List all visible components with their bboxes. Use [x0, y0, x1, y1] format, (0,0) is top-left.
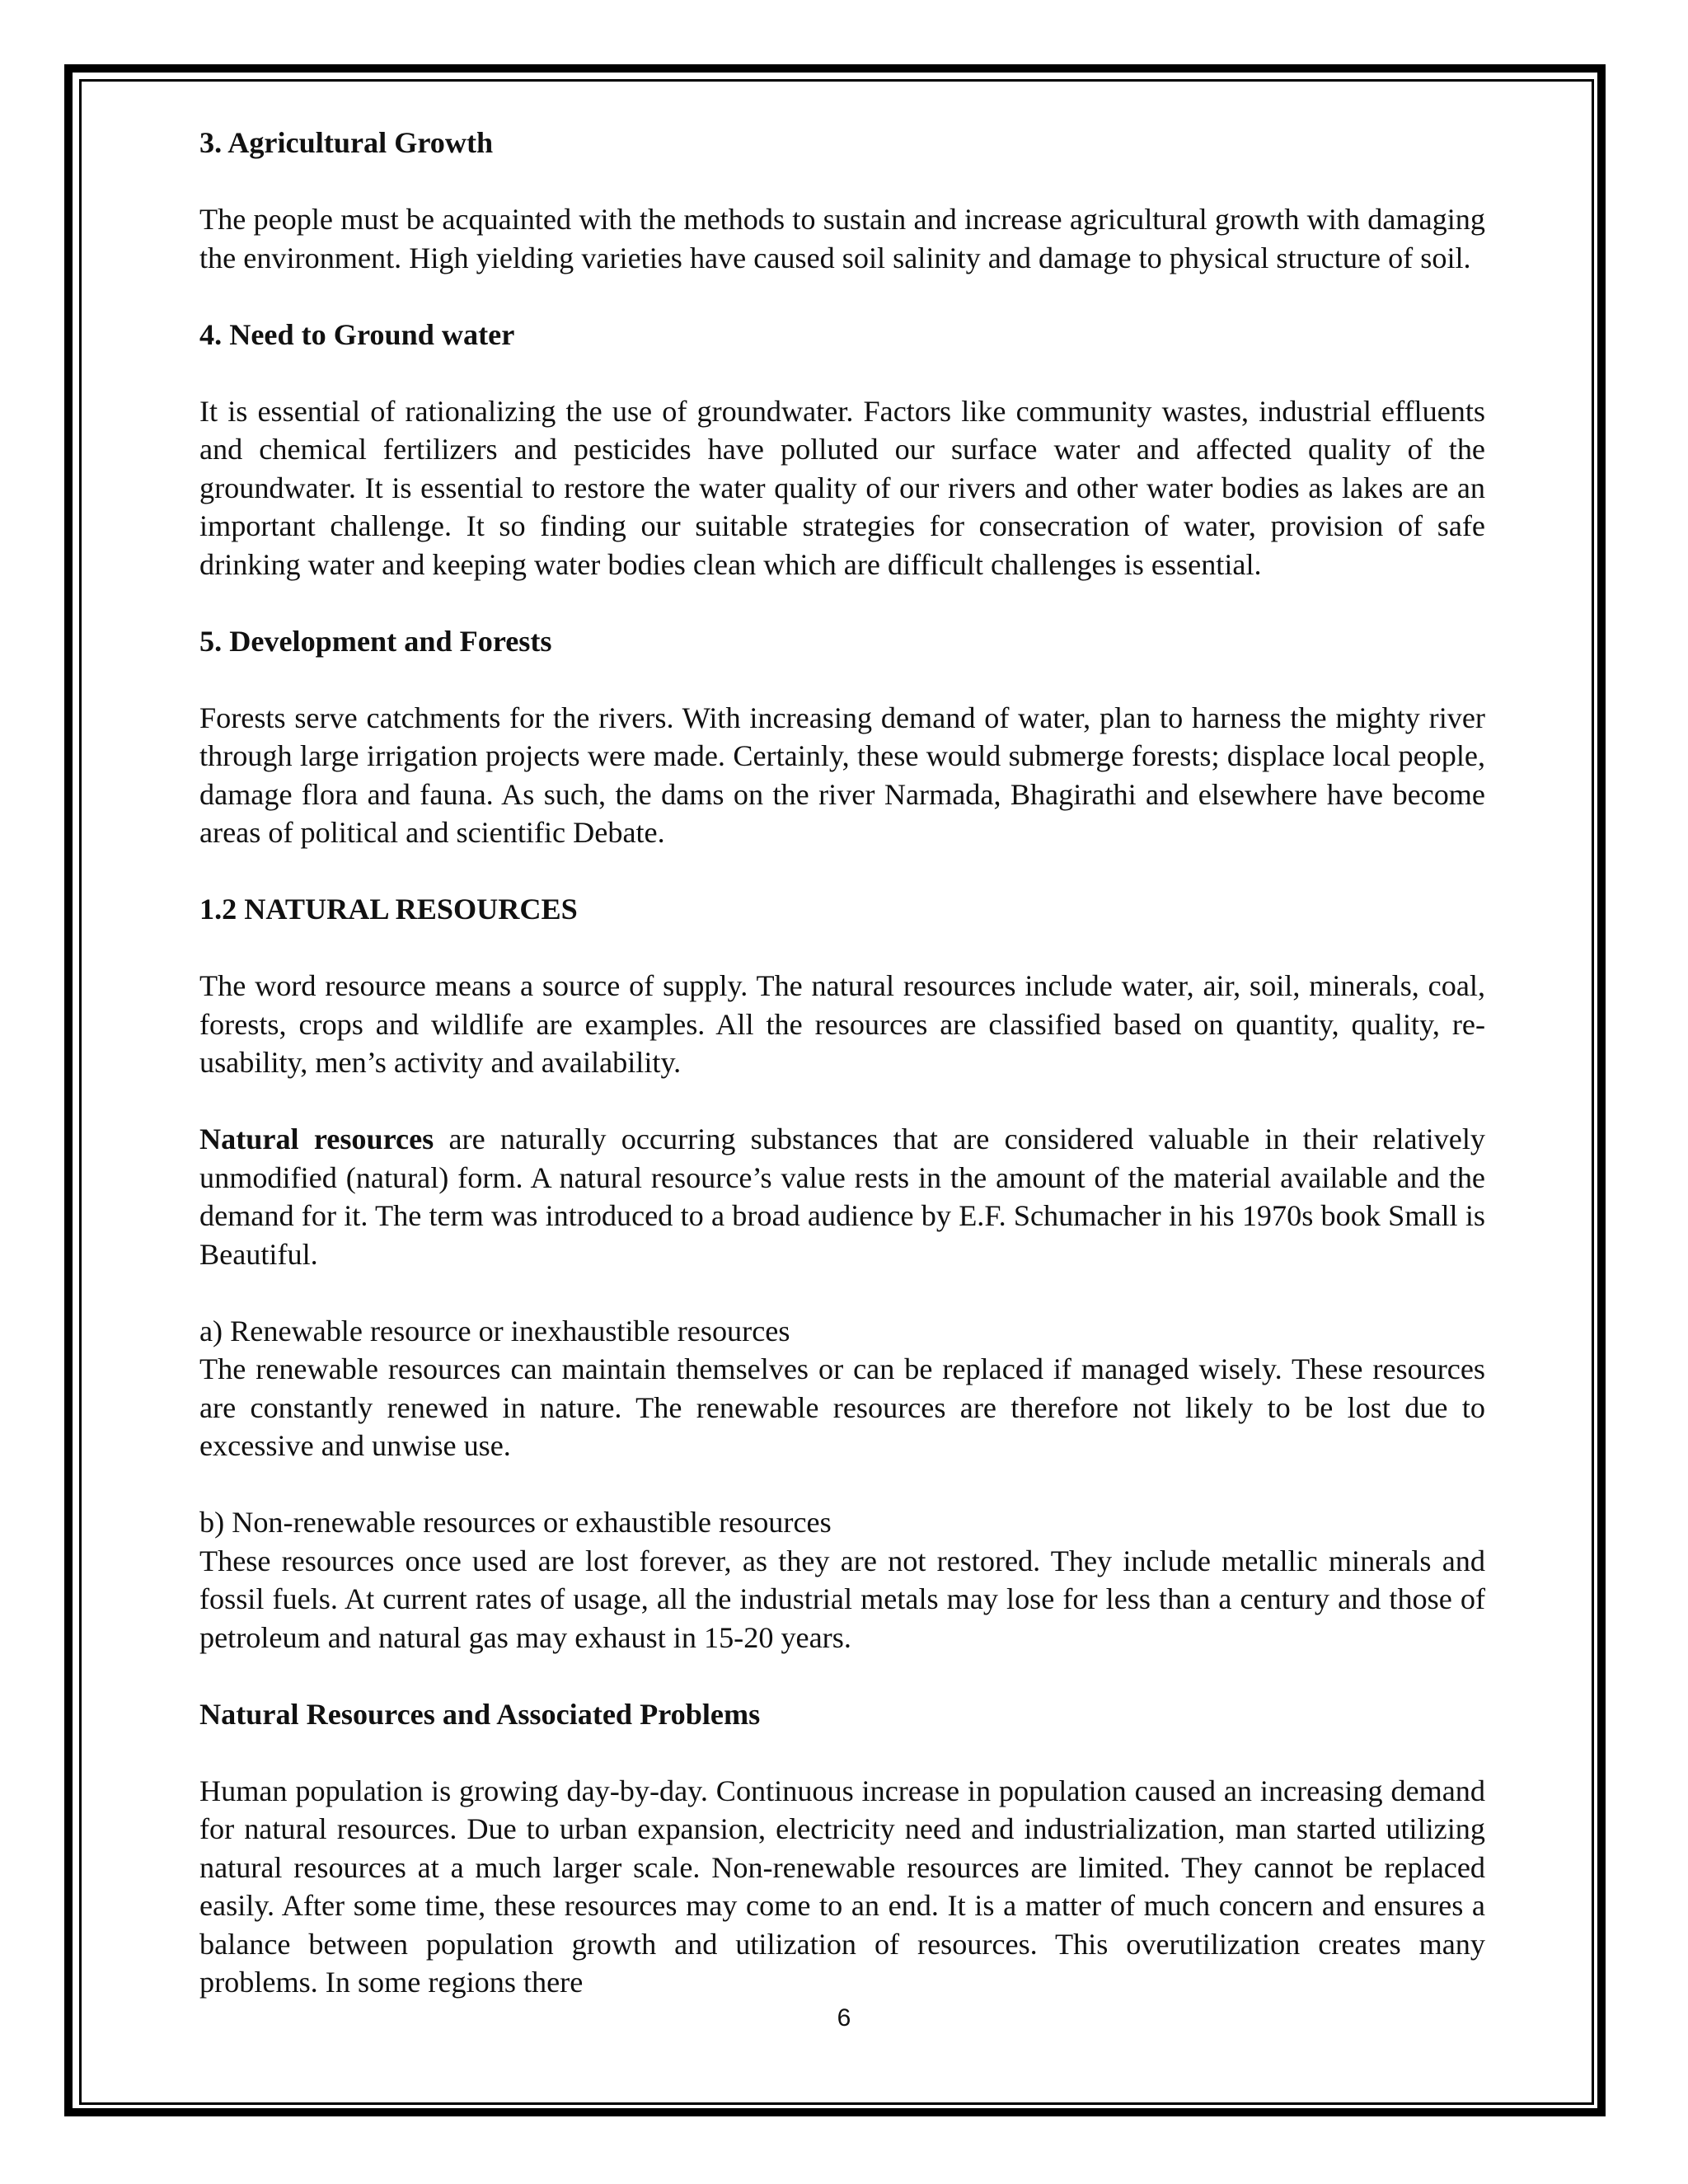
- section-nonrenewable: [199, 1503, 1485, 1657]
- section-body: The people must be acquainted with the methods to sustain and increase agricultural growth with damaging the environment. High yielding varieties have caused soil salinity and damage to physical structure of soil.: [199, 203, 1485, 274]
- problems-heading: Natural Resources and Associated Problems: [199, 1697, 761, 1731]
- section-heading: 5. Development and Forests: [199, 624, 552, 658]
- section-agricultural-growth: [199, 124, 1485, 277]
- section-renewable: [199, 1312, 1485, 1465]
- section-development-forests: [199, 622, 1485, 852]
- section-heading: 3. Agricultural Growth: [199, 126, 494, 159]
- nonrenewable-body: These resources once used are lost forever, as they are not restored. They include metallic minerals and fossil fuels. At current rates of usage, all the industrial metals may lose for less than a century and those of petroleum and natural gas may exhaust in 15-20 years.: [199, 1544, 1485, 1654]
- section-body: Forests serve catchments for the rivers. With increasing demand of water, plan to harness the mighty river through large irrigation projects were made. Certainly, these would submerge forests; displace local people, damage flora and fauna. As such, the dams on the river Narmada, Bhagirathi and elsewhere have become areas of political and scientific Debate.: [199, 701, 1485, 849]
- section-body: It is essential of rationalizing the use of groundwater. Factors like community wastes, industrial effluents and chemical fertilizers and pesticides have polluted our surface water and affected quality of the groundwater. It is essential to restore the water quality of our rivers and other water bodies as lakes are an important challenge. It so finding our suitable strategies for consecration of water, provision of safe drinking water and keeping water bodies clean which are difficult challenges is essential.: [199, 394, 1485, 581]
- definition-text: are naturally occurring substances that are considered valuable in their relatively unmodified (natural) form. A natural resource’s value rests in the amount of the material available and the demand for it. The term was introduced to a broad audience by E.F. Schumacher in his 1970s book Small is Beautiful.: [199, 1122, 1486, 1271]
- page-content: [199, 124, 1485, 2002]
- section-ground-water: [199, 316, 1485, 584]
- renewable-heading: a) Renewable resource or inexhaustible resources: [199, 1314, 790, 1347]
- natural-resources-heading: 1.2 NATURAL RESOURCES: [199, 893, 578, 926]
- problems-body: Human population is growing day-by-day. Continuous increase in population caused an increasing demand for natural resources. Due to urban expansion, electricity need and industrialization, man started utilizing natural resources at a much larger scale. Non-renewable resources are limited. They cannot be replaced easily. After some time, these resources may come to an end. It is a matter of much concern and ensures a balance between population growth and utilization of resources. This overutilization creates many problems. In some regions there: [199, 1774, 1485, 1999]
- section-heading: 4. Need to Ground water: [199, 317, 515, 351]
- definition-term: Natural resources: [199, 1122, 434, 1155]
- natural-resources-intro: The word resource means a source of supply. The natural resources include water, air, soil, minerals, coal, forests, crops and wildlife are examples. All the resources are classified based on quantity, quality, re-usability, men’s activity and availability.: [199, 969, 1485, 1079]
- renewable-body: The renewable resources can maintain themselves or can be replaced if managed wisely. These resources are constantly renewed in nature. The renewable resources are therefore not likely to be lost due to excessive and unwise use.: [199, 1352, 1485, 1462]
- natural-resources-definition: [199, 1120, 1485, 1273]
- page-number: 6: [837, 2004, 851, 2032]
- nonrenewable-heading: b) Non-renewable resources or exhaustible resources: [199, 1506, 832, 1539]
